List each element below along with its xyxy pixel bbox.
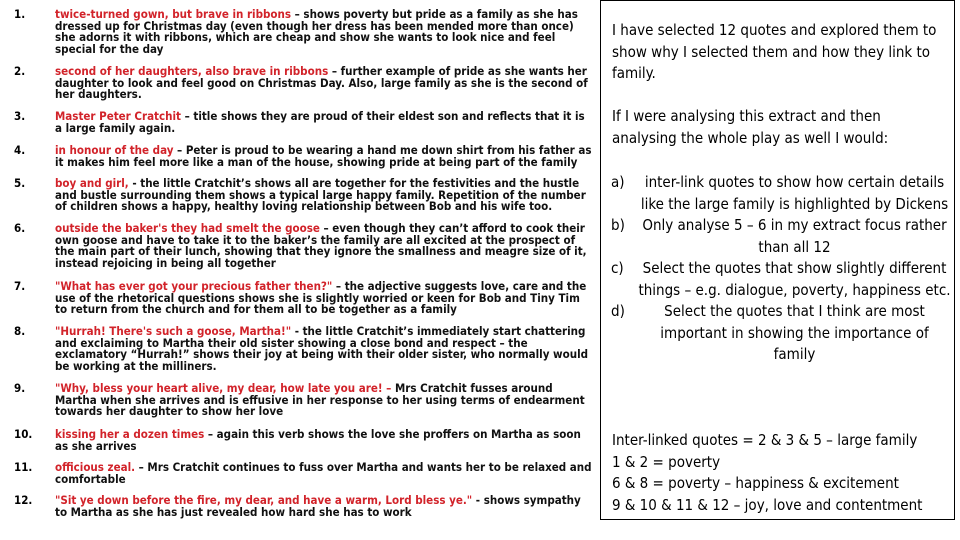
approach-label: d): [611, 302, 625, 320]
analysing-text: If I were analysing this extract and then analysing the whole play as well I would:: [612, 107, 889, 147]
item-text: [55, 223, 595, 269]
approach-item: [611, 172, 951, 215]
item-quote: kissing her a dozen times: [55, 427, 205, 441]
item-quote: outside the baker's they had smelt the goose: [55, 221, 320, 235]
item-commentary: – Mrs Cratchit continues to fuss over Martha and wants her to be relaxed and comfortable: [55, 460, 592, 486]
item-commentary: – Peter is proud to be wearing a hand me down shirt from his father as it makes him feel more like a man of the house, showing pride at being part of the family: [55, 143, 592, 169]
approach-item: [611, 301, 951, 366]
item-commentary: - shows sympathy to Martha as she has just revealed how hard she has to work: [55, 493, 581, 519]
item-quote: "What has ever got your precious father then?": [55, 279, 333, 293]
item-commentary: Mrs Cratchit fusses around Martha when she arrives and is effusive in her response to her using terms of endearment towards her daughter to show her love: [55, 381, 585, 418]
item-number: 11.: [14, 460, 33, 474]
approach-text: inter-link quotes to show how certain details like the large family is highlighted by Dickens: [640, 173, 949, 213]
item-quote: "Why, bless your heart alive, my dear, how late you are! –: [55, 381, 392, 395]
item-text: [55, 281, 595, 316]
approach-label: b): [611, 216, 625, 234]
item-commentary: – shows poverty but pride as a family as she has dressed up for Christmas day (even though her dress has been mended more than once) she adorns it with ribbons, which are cheap and show she wants to look nice and feel special for the day: [55, 7, 578, 56]
item-text: [55, 178, 595, 213]
approach-item: [611, 258, 951, 301]
item-number: 12.: [14, 493, 33, 507]
item-text: [55, 383, 595, 418]
item-text: [55, 429, 595, 452]
item-number: 5.: [14, 176, 26, 190]
approach-list: [611, 172, 951, 366]
item-quote: "Hurrah! There's such a goose, Martha!": [55, 324, 292, 338]
item-commentary: – even though they can’t afford to cook their own goose and have to take it to the baker’s the family are all excited at the prospect of the main part of their lunch, showing that they ignore the smallness and meagre size of it, instead rejoicing in being all together: [55, 221, 587, 270]
link-line: 9 & 10 & 11 & 12 – joy, love and contentment: [612, 495, 923, 514]
item-number: 9.: [14, 381, 26, 395]
item-number: 10.: [14, 427, 33, 441]
item-commentary: – further example of pride as she wants her daughter to look and feel good on Christmas Day. Also, large family as she is the second of her daughters.: [55, 64, 588, 101]
links-block: [612, 430, 952, 516]
approach-label: a): [611, 173, 625, 191]
link-line: Inter-linked quotes = 2 & 3 & 5 – large family: [612, 431, 918, 449]
item-quote: twice-turned gown, but brave in ribbons: [55, 7, 292, 21]
item-text: [55, 462, 595, 485]
approach-label: c): [611, 259, 624, 277]
item-text: [55, 111, 595, 134]
item-number: 8.: [14, 324, 26, 338]
item-number: 4.: [14, 143, 26, 157]
item-text: [55, 145, 595, 168]
notes-box: [600, 0, 955, 520]
item-quote: second of her daughters, also brave in ribbons: [55, 64, 329, 78]
item-number: 2.: [14, 64, 26, 78]
item-number: 7.: [14, 279, 26, 293]
link-line: 1 & 2 = poverty: [612, 452, 721, 471]
approach-item: [611, 215, 951, 258]
item-quote: "Sit ye down before the fire, my dear, and have a warm, Lord bless ye.": [55, 493, 473, 507]
item-quote: boy and girl,: [55, 176, 129, 190]
intro-text: I have selected 12 quotes and explored them to show why I selected them and how they link to family.: [612, 21, 937, 82]
item-number: 6.: [14, 221, 26, 235]
item-text: [55, 9, 595, 55]
item-text: [55, 326, 595, 372]
item-commentary: - the little Cratchit’s shows all are together for the festivities and the hustle and bustle surrounding them shows a typical large happy family. Repetition of the number of children shows a happy, healthy loving relationship between Bob and his wife too.: [55, 176, 586, 213]
item-quote: Master Peter Cratchit: [55, 109, 181, 123]
item-quote: officious zeal.: [55, 460, 136, 474]
item-quote: in honour of the day: [55, 143, 174, 157]
item-commentary: - the little Cratchit’s immediately start chattering and exclaiming to Martha their old sister showing a close bond and respect – the exclamatory “Hurrah!” shows their joy at being with their older sister, who normally would be working at the milliners.: [55, 324, 589, 373]
link-line: 6 & 8 = poverty – happiness & excitement: [612, 474, 899, 492]
item-text: [55, 495, 595, 518]
item-commentary: – again this verb shows the love she proffers on Martha as soon as she arrives: [55, 427, 581, 453]
approach-text: Select the quotes that I think are most important in showing the importance of family: [660, 302, 929, 363]
item-number: 3.: [14, 109, 26, 123]
approach-text: Only analyse 5 – 6 in my extract focus rather than all 12: [642, 216, 947, 256]
item-number: 1.: [14, 7, 26, 21]
item-text: [55, 66, 595, 101]
item-commentary: – the adjective suggests love, care and the use of the rhetorical questions shows she is slightly worried or keen for Bob and Tiny Tim to return from the church and for them all to be together as a family: [55, 279, 587, 316]
item-commentary: – title shows they are proud of their eldest son and reflects that it is a large family again.: [55, 109, 585, 135]
approach-text: Select the quotes that show slightly different things – e.g. dialogue, poverty, happiness etc.: [638, 259, 951, 299]
